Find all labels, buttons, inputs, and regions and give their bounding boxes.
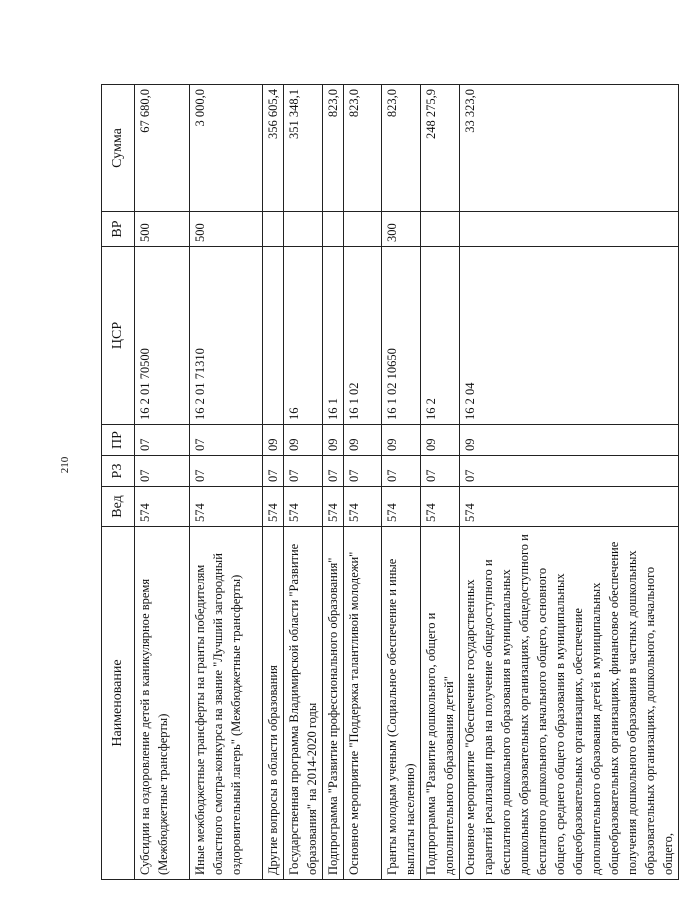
cell-sum: 356 605,4 <box>263 85 284 212</box>
table-row <box>190 85 263 880</box>
cell-ved: 574 <box>190 487 263 527</box>
header-vr: ВР <box>102 212 135 247</box>
page-number: 210 <box>59 456 71 474</box>
cell-rz: 07 <box>344 456 382 487</box>
cell-ved: 574 <box>263 487 284 527</box>
cell-name: Основное мероприятие "Поддержка талантливой молодежи" <box>344 527 382 880</box>
header-name: Наименование <box>102 527 135 880</box>
table-row <box>421 85 460 880</box>
cell-ved: 574 <box>344 487 382 527</box>
cell-pr: 09 <box>421 425 460 456</box>
cell-ved: 574 <box>323 487 344 527</box>
table-row <box>135 85 190 880</box>
cell-vr: 300 <box>382 212 421 247</box>
cell-csr: 16 2 01 71310 <box>190 247 263 425</box>
cell-pr: 09 <box>263 425 284 456</box>
header-pr: ПР <box>102 425 135 456</box>
cell-csr: 16 <box>284 247 323 425</box>
cell-rz: 07 <box>382 456 421 487</box>
cell-vr <box>344 212 382 247</box>
budget-table <box>101 84 679 880</box>
cell-csr: 16 2 01 70500 <box>135 247 190 425</box>
cell-ved: 574 <box>284 487 323 527</box>
cell-sum: 33 323,0 <box>460 85 679 212</box>
cell-name: Другие вопросы в области образования <box>263 527 284 880</box>
cell-pr: 09 <box>323 425 344 456</box>
cell-rz: 07 <box>135 456 190 487</box>
table-row <box>284 85 323 880</box>
rotated-table-wrapper <box>101 85 675 880</box>
header-rz: РЗ <box>102 456 135 487</box>
cell-pr: 09 <box>344 425 382 456</box>
cell-name: Подпрограмма "Развитие дошкольного, общего и дополнительного образования детей" <box>421 527 460 880</box>
cell-sum: 248 275,9 <box>421 85 460 212</box>
table-row <box>323 85 344 880</box>
cell-ved: 574 <box>460 487 679 527</box>
table-row <box>460 85 679 880</box>
cell-csr: 16 1 02 10650 <box>382 247 421 425</box>
cell-rz: 07 <box>263 456 284 487</box>
cell-name: Основное мероприятие "Обеспечение государственных гарантий реализации прав на получение общедоступного и бесплатного дошкольного образования в муниципальных дошкольных образовательных организациях, общедоступного и бесплатного дошкольного, начального общего, основного общего, среднего общего образования в муниципальных общеобразовательных организациях, обеспечение дополнительного образования детей в муниципальных общеобразовательных организациях, финансовое обеспечение получения дошкольного образования в частных дошкольных образовательных организациях, дошкольного, начального общего, <box>460 527 679 880</box>
header-sum: Сумма <box>102 85 135 212</box>
cell-vr <box>323 212 344 247</box>
cell-vr <box>263 212 284 247</box>
header-row <box>102 85 135 880</box>
cell-ved: 574 <box>421 487 460 527</box>
cell-pr: 09 <box>460 425 679 456</box>
cell-vr: 500 <box>190 212 263 247</box>
cell-csr <box>263 247 284 425</box>
cell-name: Иные межбюджетные трансферты на гранты победителям областного смотра-конкурса на звание "Лучший загородный оздоровительный лагерь" (Межбюджетные трансферты) <box>190 527 263 880</box>
cell-ved: 574 <box>135 487 190 527</box>
cell-vr <box>460 212 679 247</box>
cell-sum: 823,0 <box>323 85 344 212</box>
cell-vr <box>421 212 460 247</box>
cell-sum: 823,0 <box>344 85 382 212</box>
table-row <box>263 85 284 880</box>
cell-pr: 07 <box>135 425 190 456</box>
cell-sum: 351 348,1 <box>284 85 323 212</box>
cell-csr: 16 1 <box>323 247 344 425</box>
header-ved: Вед <box>102 487 135 527</box>
header-csr: ЦСР <box>102 247 135 425</box>
cell-rz: 07 <box>190 456 263 487</box>
cell-name: Субсидии на оздоровление детей в каникулярное время (Межбюджетные трансферты) <box>135 527 190 880</box>
cell-rz: 07 <box>284 456 323 487</box>
cell-pr: 07 <box>190 425 263 456</box>
cell-rz: 07 <box>460 456 679 487</box>
cell-name: Государственная программа Владимирской области "Развитие образования" на 2014-2020 годы <box>284 527 323 880</box>
table-row <box>344 85 382 880</box>
cell-csr: 16 2 <box>421 247 460 425</box>
cell-rz: 07 <box>421 456 460 487</box>
cell-rz: 07 <box>323 456 344 487</box>
cell-sum: 3 000,0 <box>190 85 263 212</box>
cell-vr <box>284 212 323 247</box>
cell-sum: 67 680,0 <box>135 85 190 212</box>
cell-name: Подпрограмма "Развитие профессионального образования" <box>323 527 344 880</box>
cell-pr: 09 <box>382 425 421 456</box>
table-row <box>382 85 421 880</box>
cell-csr: 16 2 04 <box>460 247 679 425</box>
cell-name: Гранты молодым ученым (Социальное обеспечение и иные выплаты населению) <box>382 527 421 880</box>
cell-csr: 16 1 02 <box>344 247 382 425</box>
cell-pr: 09 <box>284 425 323 456</box>
cell-ved: 574 <box>382 487 421 527</box>
cell-vr: 500 <box>135 212 190 247</box>
cell-sum: 823,0 <box>382 85 421 212</box>
